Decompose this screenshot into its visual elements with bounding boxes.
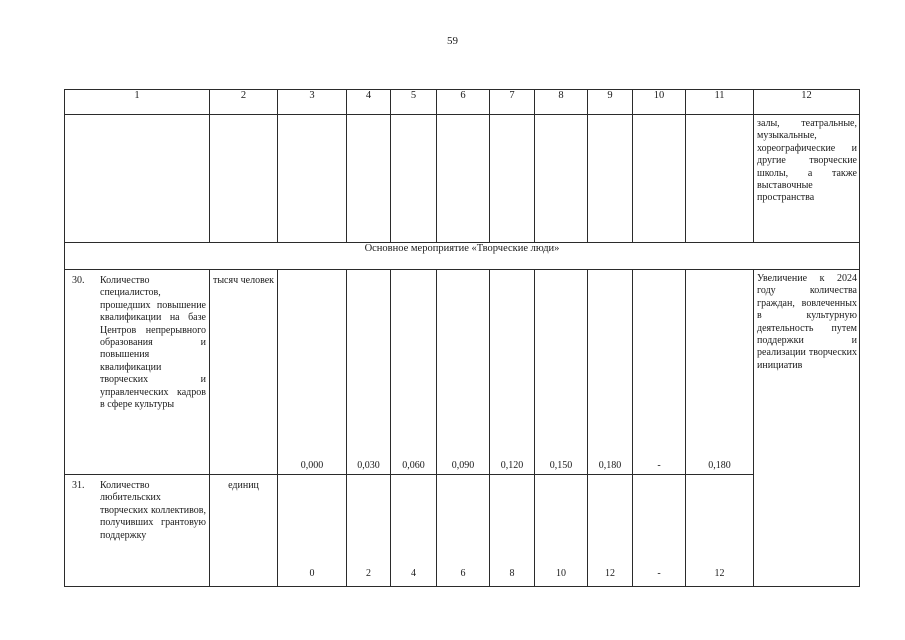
value-cell: 12 [686,475,754,587]
program-indicators-table [64,89,860,587]
column-header: 6 [437,90,490,115]
column-header: 4 [347,90,391,115]
value-cell: 0,180 [588,270,633,475]
value-cell: 12 [588,475,633,587]
section-row [65,243,860,270]
value-cell: - [633,475,686,587]
unit-cell: тысяч человек [210,270,278,475]
table-row [65,475,860,587]
empty-cell [210,115,278,243]
unit-cell: единиц [210,475,278,587]
column-header: 1 [65,90,210,115]
value-cell: - [633,270,686,475]
indicator-cell [65,475,210,587]
empty-cell [347,115,391,243]
empty-cell [633,115,686,243]
column-header: 2 [210,90,278,115]
empty-cell [278,115,347,243]
value-cell: 2 [347,475,391,587]
value-cell: 0 [278,475,347,587]
column-header: 5 [391,90,437,115]
value-cell: 0,000 [278,270,347,475]
indicator-name: Количество специалистов, прошедших повышение квалификации на базе Центров непрерывного образования и повышения квалификации творческих и управленческих кадров в сфере культуры [100,275,206,411]
value-cell: 0,180 [686,270,754,475]
result-cell [754,270,860,587]
empty-cell [588,115,633,243]
empty-cell [535,115,588,243]
value-cell: 8 [490,475,535,587]
continuation-note-cell [754,115,860,243]
column-header: 7 [490,90,535,115]
empty-cell [437,115,490,243]
empty-cell [391,115,437,243]
page-number: 59 [447,35,458,47]
row-number: 31. [72,480,85,491]
table-header-row [65,90,860,115]
section-title: Основное мероприятие «Творческие люди» [65,243,860,270]
row-number: 30. [72,275,85,286]
value-cell: 4 [391,475,437,587]
column-header: 12 [754,90,860,115]
column-header: 11 [686,90,754,115]
column-header: 3 [278,90,347,115]
empty-cell [686,115,754,243]
expected-result: Увеличение к 2024 году количества граждан, вовлеченных в культурную деятельность путем поддержки и реализации творческих инициатив [757,273,857,371]
value-cell: 6 [437,475,490,587]
column-header: 8 [535,90,588,115]
table-row [65,270,860,475]
value-cell: 10 [535,475,588,587]
indicator-cell [65,270,210,475]
column-header: 9 [588,90,633,115]
empty-cell [65,115,210,243]
value-cell: 0,090 [437,270,490,475]
value-cell: 0,120 [490,270,535,475]
empty-cell [490,115,535,243]
value-cell: 0,060 [391,270,437,475]
indicator-name: Количество любительских творческих коллективов, получивших грантовую поддержку [100,480,206,541]
value-cell: 0,150 [535,270,588,475]
value-cell: 0,030 [347,270,391,475]
continuation-note: залы, театральные, музыкальные, хореографические и другие творческие школы, а также выставочные пространства [757,118,857,204]
column-header: 10 [633,90,686,115]
continuation-row [65,115,860,243]
